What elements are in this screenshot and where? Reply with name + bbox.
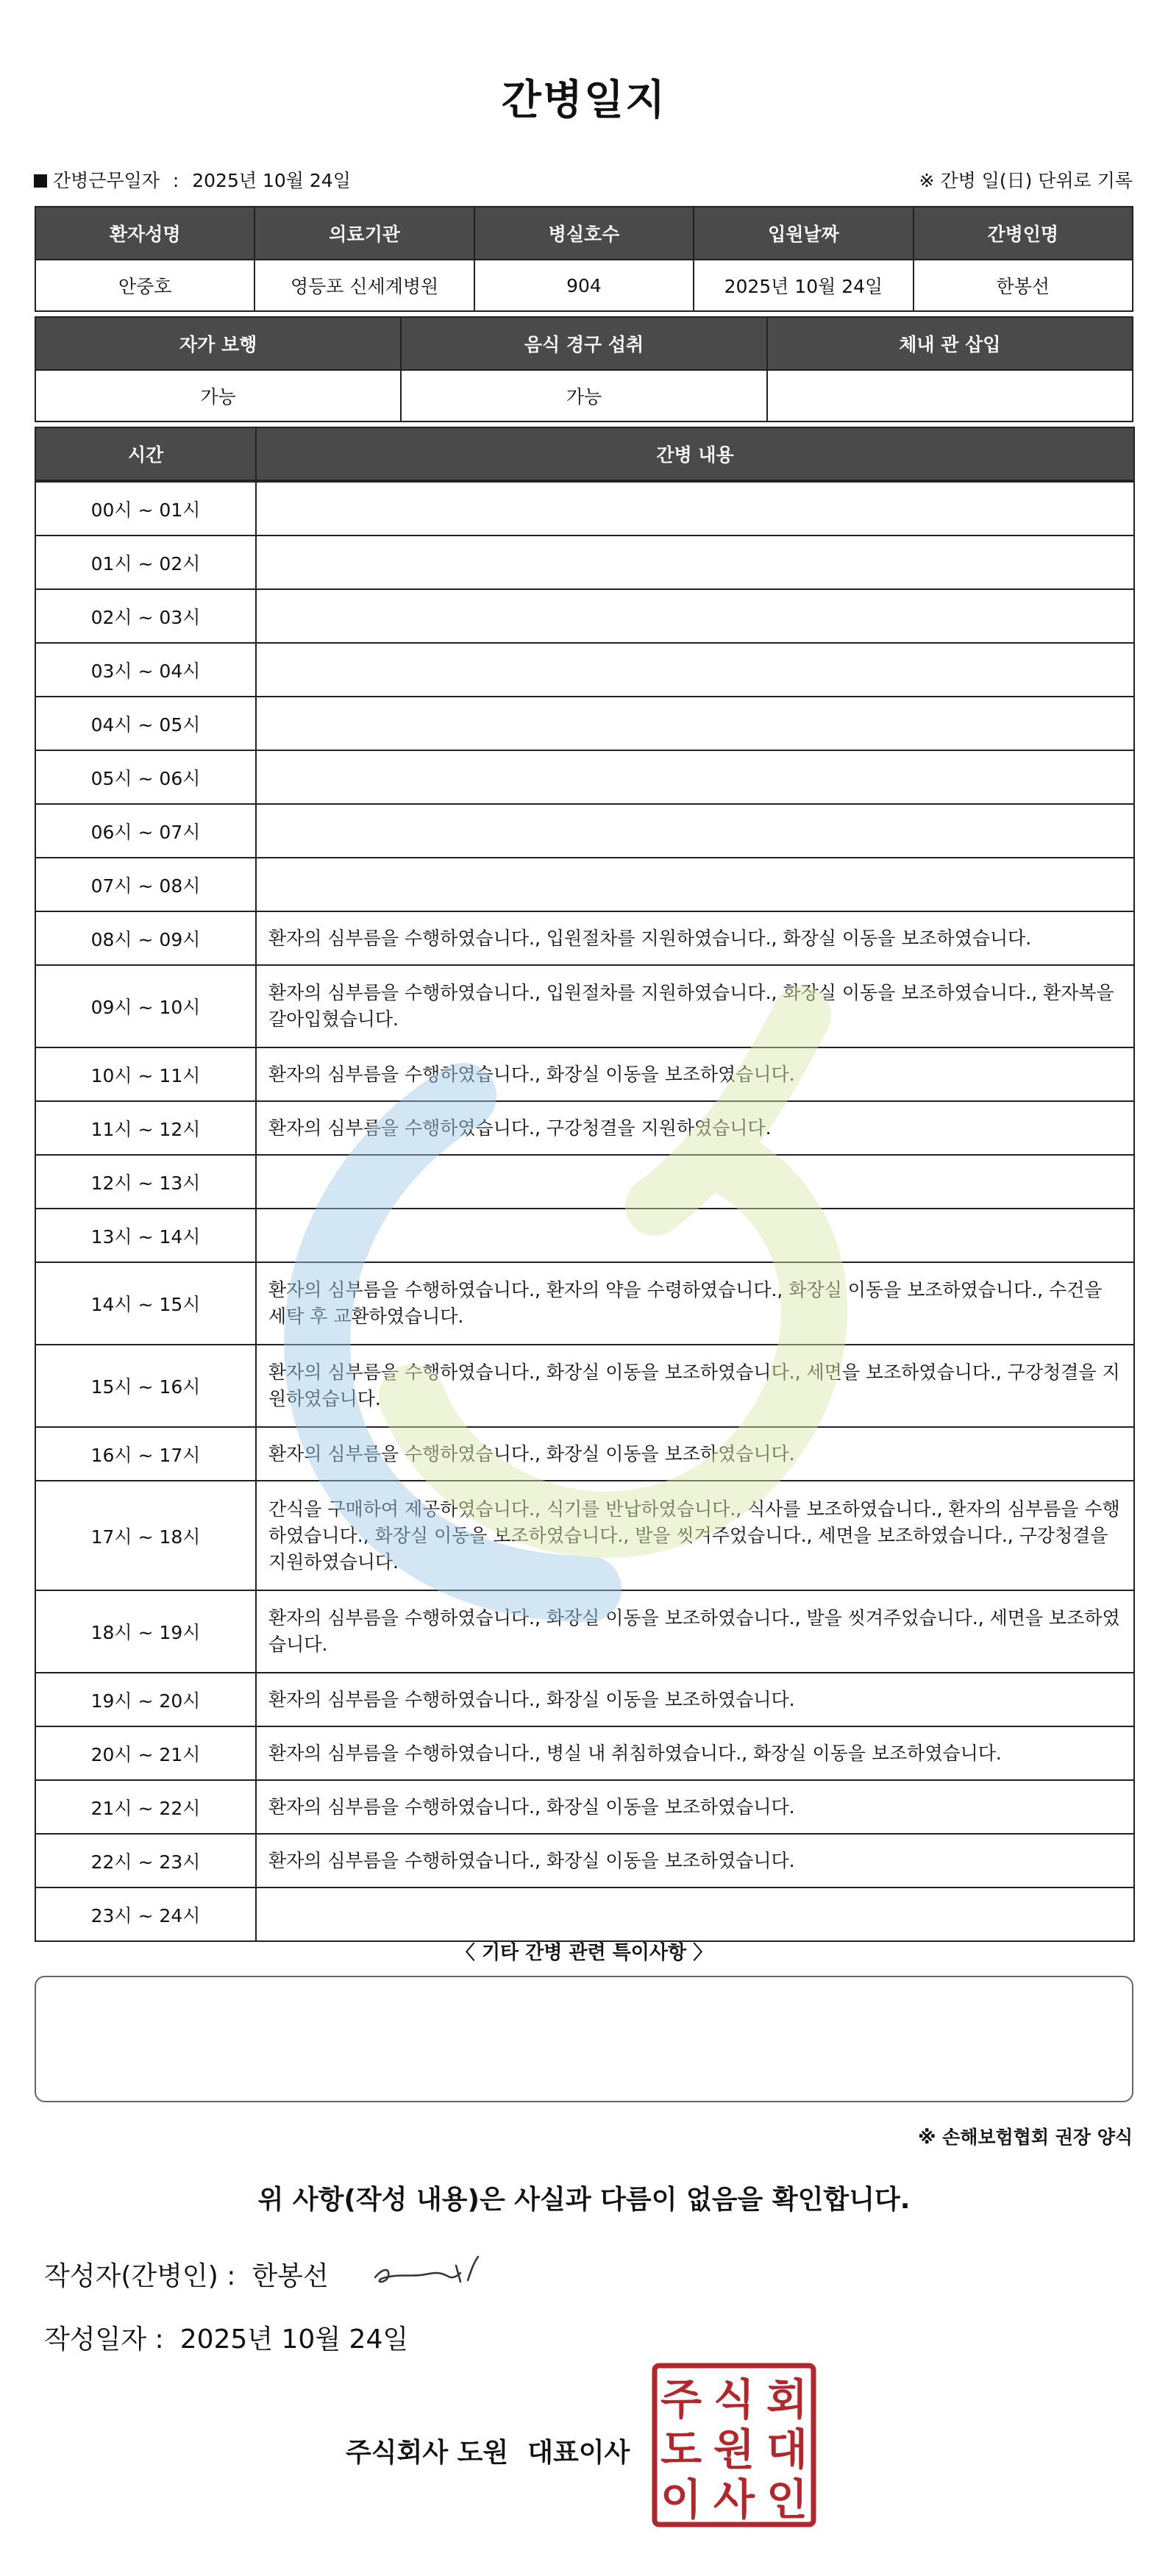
log-time: 23시 ~ 24시	[35, 1887, 256, 1941]
header-walking: 자가 보행	[35, 317, 401, 370]
log-time: 04시 ~ 05시	[35, 697, 256, 750]
log-content	[256, 536, 1134, 589]
log-content: 환자의 심부름을 수행하였습니다., 환자의 약을 수령하였습니다., 화장실 이동을 보조하였습니다., 수건을 세탁 후 교환하였습니다.	[256, 1262, 1134, 1345]
log-time: 13시 ~ 14시	[35, 1209, 256, 1262]
separator: :	[172, 170, 179, 191]
log-content	[256, 1887, 1134, 1941]
log-content: 환자의 심부름을 수행하였습니다., 구강청결을 지원하였습니다.	[256, 1101, 1134, 1155]
log-row	[35, 1780, 1134, 1834]
log-row	[35, 536, 1134, 589]
log-row	[35, 1481, 1134, 1590]
author-line	[44, 2255, 329, 2293]
log-row	[35, 1155, 1134, 1209]
written-date-value: 2025년 10월 24일	[179, 2324, 409, 2355]
log-content	[256, 643, 1134, 697]
log-time: 16시 ~ 17시	[35, 1427, 256, 1481]
svg-text:인: 인	[766, 2474, 808, 2525]
log-content	[256, 589, 1134, 643]
log-time: 18시 ~ 19시	[35, 1590, 256, 1673]
work-date-value: 2025년 10월 24일	[192, 170, 351, 191]
log-content: 환자의 심부름을 수행하였습니다., 화장실 이동을 보조하였습니다.	[256, 1673, 1134, 1726]
company-signature-line	[346, 2432, 630, 2469]
log-row	[35, 589, 1134, 643]
log-row	[35, 697, 1134, 750]
log-time: 22시 ~ 23시	[35, 1834, 256, 1887]
special-notes-box	[35, 1976, 1133, 2102]
log-row	[35, 481, 1134, 536]
header-room: 병실호수	[474, 207, 694, 260]
log-content	[256, 1155, 1134, 1209]
log-content: 환자의 심부름을 수행하였습니다., 입원절차를 지원하였습니다., 화장실 이동을 보조하였습니다., 환자복을 갈아입혔습니다.	[256, 965, 1134, 1047]
log-row	[35, 1834, 1134, 1887]
patient-name: 안중호	[35, 260, 254, 311]
log-time: 08시 ~ 09시	[35, 911, 256, 965]
svg-text:대: 대	[766, 2424, 808, 2474]
svg-text:주: 주	[660, 2374, 702, 2424]
log-content	[256, 481, 1134, 536]
caregiver-signature	[368, 2251, 485, 2295]
log-content: 환자의 심부름을 수행하였습니다., 병실 내 취침하였습니다., 화장실 이동을 보조하였습니다.	[256, 1726, 1134, 1780]
svg-text:도: 도	[660, 2424, 702, 2474]
header-patient-name: 환자성명	[35, 207, 254, 260]
author-label: 작성자(간병인) :	[44, 2261, 236, 2291]
log-content: 환자의 심부름을 수행하였습니다., 화장실 이동을 보조하였습니다.	[256, 1780, 1134, 1834]
log-time: 01시 ~ 02시	[35, 536, 256, 589]
header-admission-date: 입원날짜	[694, 207, 913, 260]
company-name: 주식회사 도원	[346, 2438, 509, 2468]
confirmation-statement: 위 사항(작성 내용)은 사실과 다름이 없음을 확인합니다.	[257, 2185, 911, 2215]
log-content: 간식을 구매하여 제공하였습니다., 식기를 반납하였습니다., 식사를 보조하였습니다., 환자의 심부름을 수행하였습니다., 화장실 이동을 보조하였습니다., 발을 씻겨주었습니다., 세면을 보조하였습니다., 구강청결을 지원하였습니다.	[256, 1481, 1134, 1590]
unit-note: ※ 간병 일(日) 단위로 기록	[919, 170, 1133, 191]
representative-title: 대표이사	[527, 2438, 630, 2468]
log-row	[35, 858, 1134, 911]
log-time: 12시 ~ 13시	[35, 1155, 256, 1209]
log-time: 07시 ~ 08시	[35, 858, 256, 911]
log-row	[35, 1673, 1134, 1726]
log-time: 03시 ~ 04시	[35, 643, 256, 697]
log-time: 11시 ~ 12시	[35, 1101, 256, 1155]
written-date-line	[44, 2319, 408, 2356]
header-oral-intake: 음식 경구 섭취	[401, 317, 766, 370]
svg-text:이: 이	[660, 2474, 702, 2525]
patient-info-table	[35, 206, 1133, 312]
oral-intake-status: 가능	[401, 370, 766, 421]
log-row	[35, 1262, 1134, 1345]
log-row	[35, 1209, 1134, 1262]
log-row	[35, 643, 1134, 697]
hospital-name: 영등포 신세계병원	[254, 260, 474, 311]
log-row	[35, 1726, 1134, 1780]
log-time: 15시 ~ 16시	[35, 1345, 256, 1427]
header-time: 시간	[35, 427, 256, 481]
svg-text:회: 회	[766, 2374, 808, 2424]
log-content	[256, 697, 1134, 750]
patient-status-table	[35, 316, 1133, 422]
walking-status: 가능	[35, 370, 401, 421]
log-row	[35, 1345, 1134, 1427]
header-care-content: 간병 내용	[256, 427, 1134, 481]
room-number: 904	[474, 260, 694, 311]
log-row	[35, 804, 1134, 858]
square-bullet-icon	[34, 174, 47, 188]
recommendation-note: ※ 손해보험협회 권장 양식	[918, 2127, 1133, 2148]
log-content	[256, 750, 1134, 804]
care-log-table	[35, 427, 1135, 1942]
svg-text:사: 사	[713, 2474, 755, 2525]
log-row	[35, 1101, 1134, 1155]
log-time: 20시 ~ 21시	[35, 1726, 256, 1780]
written-date-label: 작성일자 :	[44, 2324, 164, 2355]
log-time: 02시 ~ 03시	[35, 589, 256, 643]
log-time: 14시 ~ 15시	[35, 1262, 256, 1345]
log-content	[256, 1209, 1134, 1262]
work-date-line	[34, 166, 351, 193]
svg-text:원: 원	[713, 2424, 755, 2474]
log-row	[35, 750, 1134, 804]
log-content: 환자의 심부름을 수행하였습니다., 화장실 이동을 보조하였습니다., 세면을 보조하였습니다., 구강청결을 지원하였습니다.	[256, 1345, 1134, 1427]
log-content: 환자의 심부름을 수행하였습니다., 화장실 이동을 보조하였습니다., 발을 씻겨주었습니다., 세면을 보조하였습니다.	[256, 1590, 1134, 1673]
author-name: 한봉선	[252, 2261, 329, 2291]
notes-title: 〈 기타 간병 관련 특이사항 〉	[455, 1942, 713, 1964]
log-time: 00시 ~ 01시	[35, 481, 256, 536]
log-time: 10시 ~ 11시	[35, 1047, 256, 1101]
svg-text:식: 식	[713, 2374, 755, 2424]
log-content	[256, 858, 1134, 911]
tube-status	[767, 370, 1133, 421]
log-time: 17시 ~ 18시	[35, 1481, 256, 1590]
page-title: 간병일지	[501, 77, 667, 124]
admission-date: 2025년 10월 24일	[694, 260, 913, 311]
log-row	[35, 1590, 1134, 1673]
company-seal-stamp	[652, 2363, 816, 2527]
log-row	[35, 1047, 1134, 1101]
log-content: 환자의 심부름을 수행하였습니다., 화장실 이동을 보조하였습니다.	[256, 1427, 1134, 1481]
header-caregiver: 간병인명	[914, 207, 1133, 260]
log-time: 21시 ~ 22시	[35, 1780, 256, 1834]
log-time: 19시 ~ 20시	[35, 1673, 256, 1726]
log-content: 환자의 심부름을 수행하였습니다., 입원절차를 지원하였습니다., 화장실 이동을 보조하였습니다.	[256, 911, 1134, 965]
log-row	[35, 965, 1134, 1047]
log-time: 06시 ~ 07시	[35, 804, 256, 858]
header-tube: 체내 관 삽입	[767, 317, 1133, 370]
log-time: 05시 ~ 06시	[35, 750, 256, 804]
log-content: 환자의 심부름을 수행하였습니다., 화장실 이동을 보조하였습니다.	[256, 1834, 1134, 1887]
log-time: 09시 ~ 10시	[35, 965, 256, 1047]
log-content: 환자의 심부름을 수행하였습니다., 화장실 이동을 보조하였습니다.	[256, 1047, 1134, 1101]
header-hospital: 의료기관	[254, 207, 474, 260]
log-row	[35, 1427, 1134, 1481]
log-row	[35, 911, 1134, 965]
caregiver-name: 한봉선	[914, 260, 1133, 311]
work-date-label: 간병근무일자	[53, 170, 160, 191]
log-content	[256, 804, 1134, 858]
log-row	[35, 1887, 1134, 1941]
